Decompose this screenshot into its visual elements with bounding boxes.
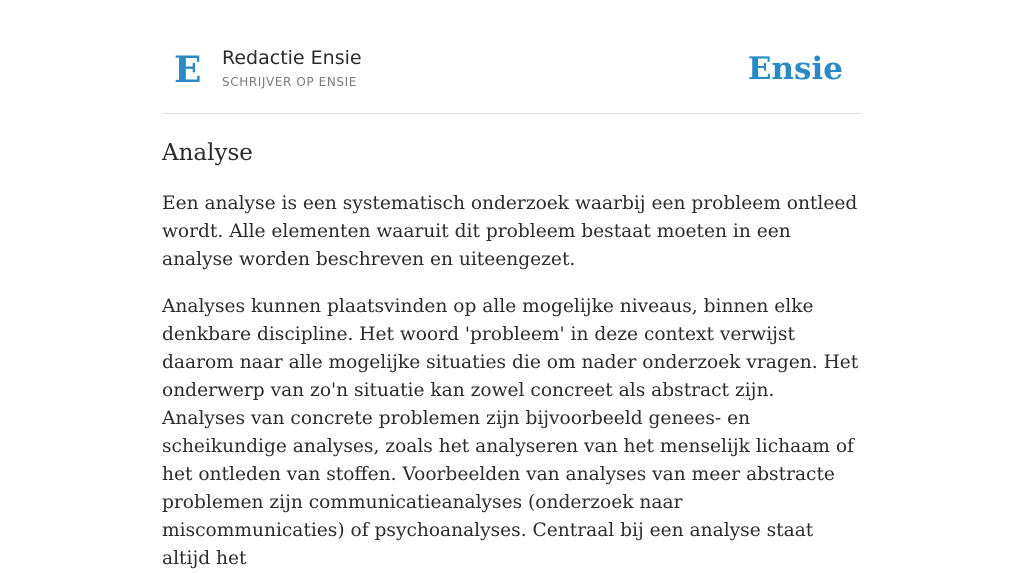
article-title: Analyse: [162, 140, 253, 166]
brand-logo[interactable]: Ensie: [747, 51, 843, 87]
author-name[interactable]: Redactie Ensie: [222, 47, 362, 69]
author-logo-icon[interactable]: E: [174, 49, 202, 91]
article-header: [162, 0, 862, 114]
article-container: [162, 0, 862, 569]
article-paragraph-2: Analyses kunnen plaatsvinden op alle mogelijke niveaus, binnen elke denkbare discipline. Het woord 'probleem' in deze context verwijst daarom naar alle mogelijke situaties die om nader onderzoek vragen. Het onderwerp van zo'n situatie kan zowel concreet als abstract zijn. Analyses van concrete problemen zijn bijvoorbeeld genees- en scheikundige analyses, zoals het analyseren van het menselijk lichaam of het ontleden van stoffen. Voorbeelden van analyses van meer abstracte problemen zijn communicatieanalyses (onderzoek naar miscommunicaties) of psychoanalyses. Centraal bij een analyse staat altijd het: [162, 296, 859, 569]
article-paragraph-1: Een analyse is een systematisch onderzoek waarbij een probleem ontleed wordt. Alle elementen waaruit dit probleem bestaat moeten in een analyse worden beschreven en uiteengezet.: [162, 193, 858, 270]
author-role: SCHRIJVER OP ENSIE: [222, 75, 357, 89]
